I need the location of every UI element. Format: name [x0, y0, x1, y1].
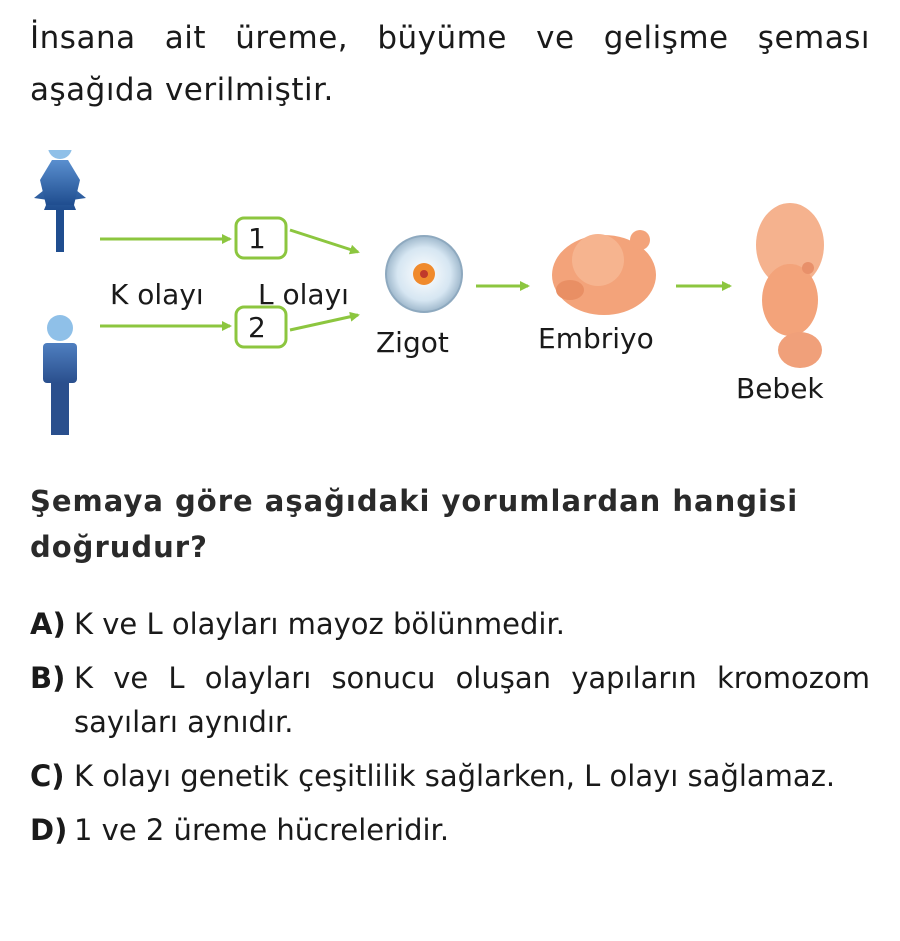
option-d-text: 1 ve 2 üreme hücreleridir.	[74, 813, 450, 847]
reproduction-diagram	[0, 150, 900, 450]
option-d-key: D)	[30, 813, 68, 847]
option-c-text: K olayı genetik çeşitlilik sağlarken, L olayı sağlamaz.	[74, 759, 836, 793]
option-a-text: K ve L olayları mayoz bölünmedir.	[74, 607, 565, 641]
l-event-label: L olayı	[258, 278, 349, 311]
option-d[interactable]	[30, 808, 870, 852]
option-a-key: A)	[30, 607, 66, 641]
arrow-1-to-zigot	[290, 230, 358, 252]
arrow-2-to-zigot	[290, 315, 358, 330]
k-event-label: K olayı	[110, 278, 204, 311]
bebek-label: Bebek	[736, 372, 824, 405]
option-c-key: C)	[30, 759, 65, 793]
box-1-label: 1	[248, 222, 266, 255]
baby-icon	[756, 203, 824, 368]
option-b-key: B)	[30, 661, 66, 695]
option-a[interactable]	[30, 602, 870, 646]
option-c[interactable]	[30, 754, 870, 798]
answer-options	[30, 602, 870, 862]
box-2-label: 2	[248, 311, 266, 344]
female-icon	[34, 150, 86, 252]
option-b[interactable]	[30, 656, 870, 744]
option-b-text: K ve L olayları sonucu oluşan yapıların kromozom sayıları aynıdır.	[74, 661, 870, 739]
zigot-label: Zigot	[376, 326, 449, 359]
intro-text: İnsana ait üreme, büyüme ve gelişme şeması aşağıda verilmiştir.	[30, 20, 870, 108]
question-text: Şemaya göre aşağıdaki yorumlardan hangisi doğrudur?	[30, 484, 799, 564]
embryo-icon	[552, 230, 656, 315]
male-icon	[43, 315, 77, 435]
zigot-icon	[386, 236, 462, 312]
embriyo-label: Embriyo	[538, 322, 654, 355]
